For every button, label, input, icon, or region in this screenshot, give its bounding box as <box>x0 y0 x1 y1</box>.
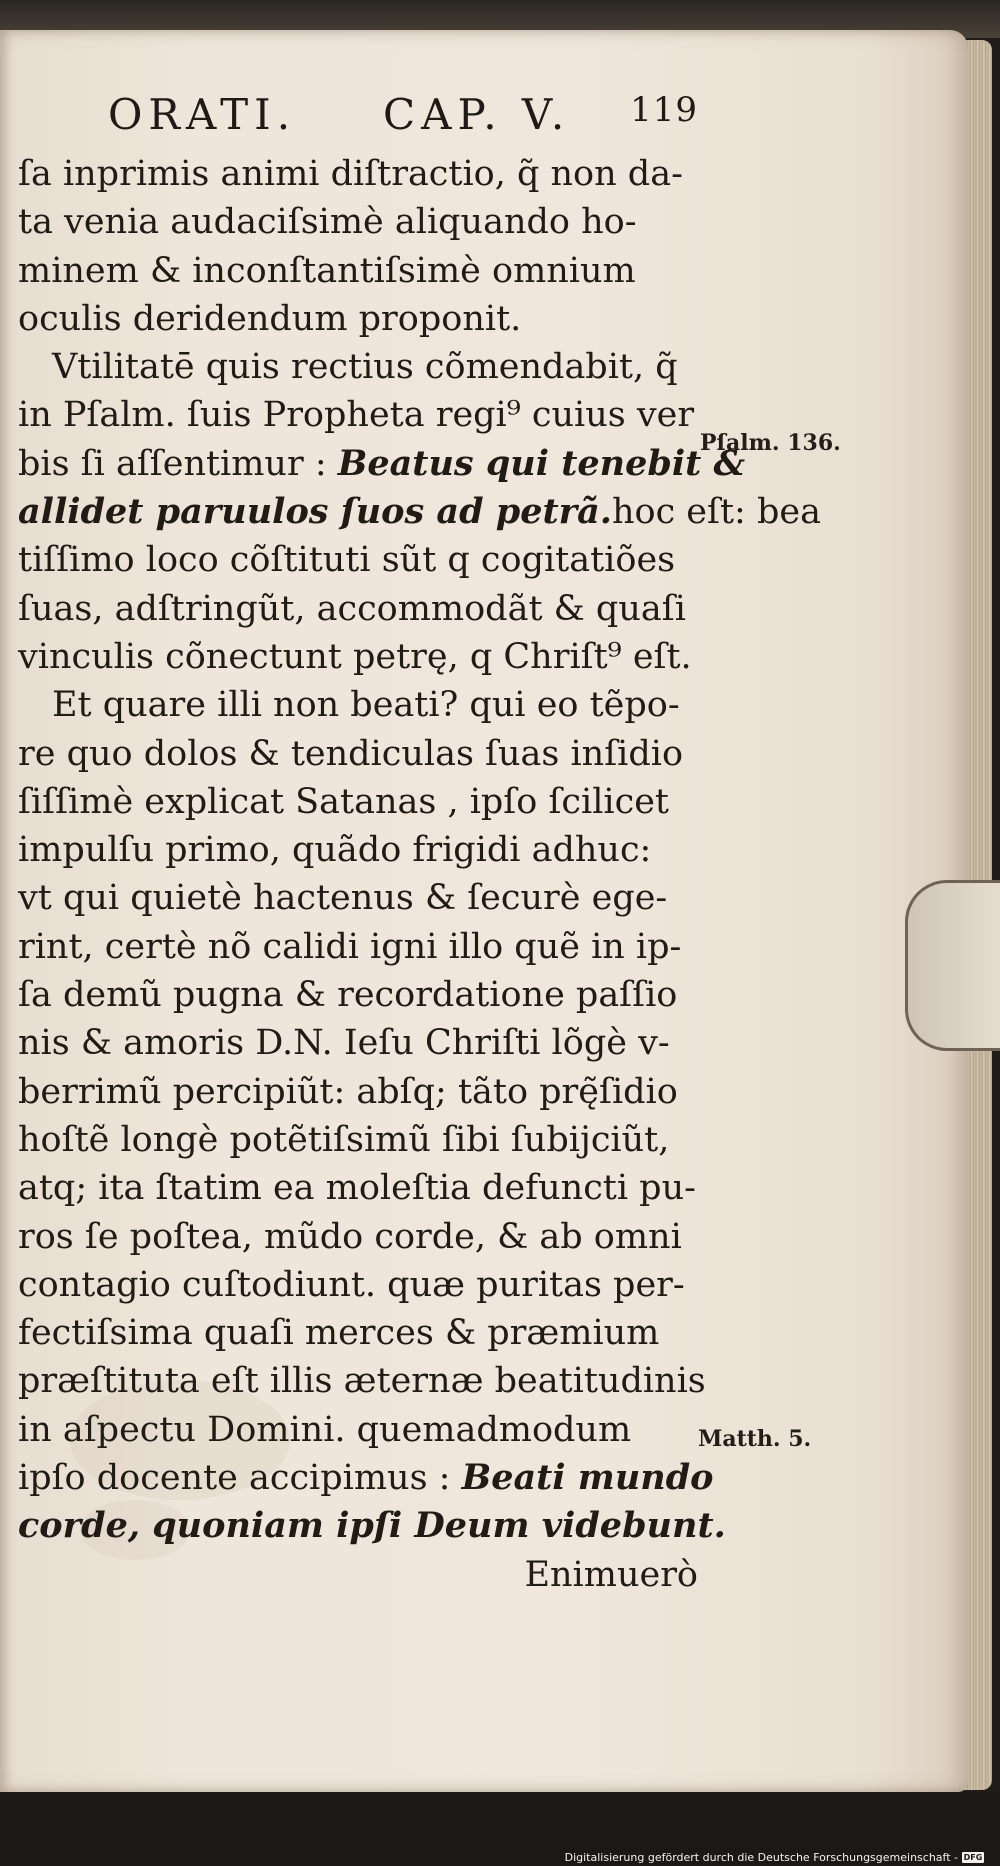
text-line <box>18 1454 714 1502</box>
text-line: berrimũ percipiũt: abſq; tãto prę̃ſidio <box>18 1071 678 1112</box>
running-header <box>108 90 698 152</box>
text-line: præſtituta eſt illis æternæ beatitudinis <box>18 1361 706 1402</box>
text-line: in aſpectu Domini. quemadmodum <box>18 1409 632 1450</box>
text-segment: ipſo docente accipimus : <box>18 1458 451 1499</box>
text-line: ſa inprimis animi diſtractio, q̃ non da- <box>18 154 683 194</box>
text-line: impulſu primo, quãdo frigidi adhuc: <box>18 830 652 871</box>
text-line: atq; ita ſtatim ea moleſtia defuncti pu- <box>18 1168 696 1209</box>
dfg-logo: DFG <box>963 1852 983 1862</box>
text-line: contagio cuſtodiunt. quæ puritas per- <box>18 1264 685 1305</box>
text-line: hoſtẽ longè potẽtiſsimũ ſibi ſubijciũt, <box>18 1119 670 1160</box>
text-line: oculis deridendum proponit. <box>18 298 522 339</box>
text-line: ros ſe poſtea, mũdo corde, & ab omni <box>18 1216 682 1257</box>
page-number: 119 <box>630 90 698 130</box>
text-line: vinculis cõnectunt petrę, q Chriſt⁹ eſt. <box>18 636 692 677</box>
text-line <box>18 440 746 488</box>
text-line: re quo dolos & tendiculas ſuas inſidio <box>18 733 684 774</box>
text-line: ſa demũ pugna & recordatione paſſio <box>18 975 678 1016</box>
text-line: Vtilitatē quis rectius cõmendabit, q̃ <box>52 347 678 388</box>
credit-text: Digitalisierung gefördert durch die Deutsche Forschungsgemeinschaft - <box>564 1850 958 1864</box>
text-line: tiſſimo loco cõſtituti sũt q cogitatiões <box>18 540 676 581</box>
margin-note-psalm: Pſalm. 136. <box>700 430 841 456</box>
text-line: rint, certè nõ calidi igni illo quẽ in ip- <box>18 926 682 967</box>
quote-segment: Beatus qui tenebit & <box>337 442 746 484</box>
digitization-credit <box>565 1850 984 1864</box>
text-line: Et quare illi non beati? qui eo tẽpo- <box>52 685 680 726</box>
text-line: corde, quoniam ipſi Deum videbunt. <box>18 1505 726 1547</box>
header-left: ORATI. <box>108 90 297 139</box>
text-line <box>18 488 821 536</box>
margin-note-matth: Matth. 5. <box>698 1426 812 1452</box>
text-line: minem & inconſtantiſsimè omnium <box>18 250 636 291</box>
text-line: fectiſsima quaſi merces & præmium <box>18 1313 660 1354</box>
text-line: vt qui quietè hactenus & ſecurè ege- <box>18 878 668 919</box>
text-line: ta venia audaciſsimè aliquando ho- <box>18 202 637 243</box>
text-segment: bis ſi aſſentimur : <box>18 443 327 484</box>
text-line: nis & amoris D.N. Ieſu Chriſti lõgè v- <box>18 1023 670 1064</box>
text-line: ſuas, adſtringũt, accommodãt & quaſi <box>18 588 686 629</box>
catchword: Enimuerò <box>524 1554 698 1595</box>
text-segment: hoc eſt: bea <box>611 492 821 533</box>
text-line: ſiſſimè explicat Satanas , ipſo ſcilicet <box>18 781 669 822</box>
page-tab-clip <box>905 880 1000 1051</box>
quote-segment: allidet paruulos ſuos ad petrã. <box>18 491 612 533</box>
quote-segment: Beati mundo <box>461 1457 714 1499</box>
text-line: in Pſalm. ſuis Propheta regi⁹ cuius ver <box>18 395 695 436</box>
header-chapter: CAP. V. <box>383 90 571 139</box>
